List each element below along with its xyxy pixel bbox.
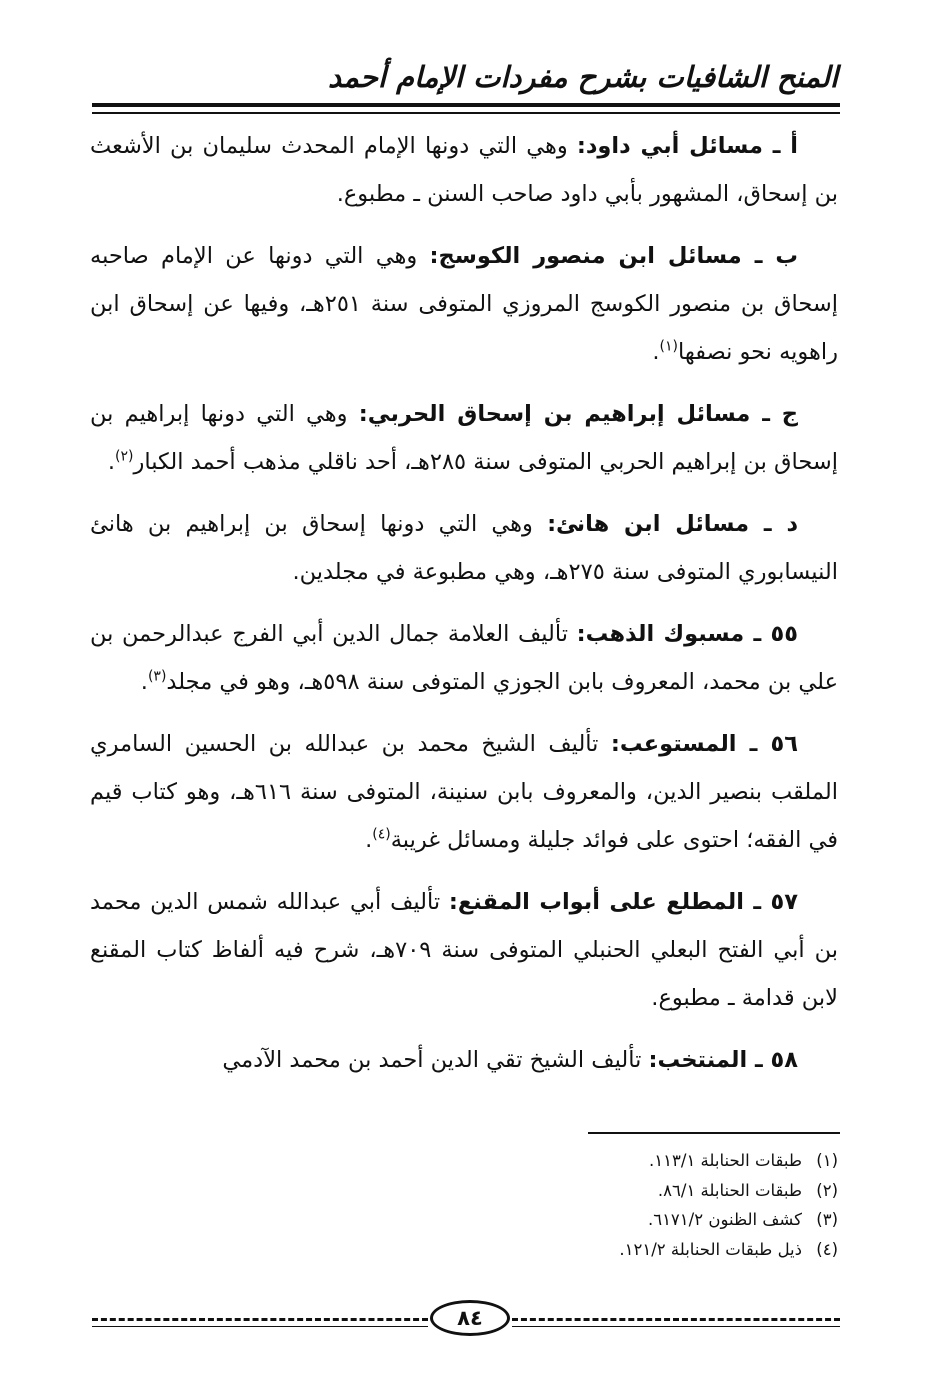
paragraph-entry-56: ٥٦ ـ المستوعب: تأليف الشيخ محمد بن عبدالله بن الحسين السامري الملقب بنصير الدين، والمعروف بابن سنينة، المتوفى سنة ٦١٦هـ، وهو كتاب قيم في الفقه؛ احتوى على فوائد جليلة ومسائل غريبة$^{(٤)}$. [90, 731, 838, 853]
paragraph-masail-al-harbi: ج ـ مسائل إبراهيم بن إسحاق الحربي: وهي التي دونها إبراهيم بن إسحاق بن إبراهيم الحربي المتوفى سنة ٢٨٥هـ، أحد ناقلي مذهب أحمد الكبار$^{(٢)}$. [90, 401, 838, 475]
paragraph-masail-ibn-mansur: ب ـ مسائل ابن منصور الكوسج: وهي التي دونها عن الإمام صاحبه إسحاق بن منصور الكوسج المروزي المتوفى سنة ٢٥١هـ، وفيها عن إسحاق ابن راهويه نحو نصفها$^{(١)}$. [90, 243, 838, 365]
paragraph-lead: ب ـ مسائل ابن منصور الكوسج: [429, 243, 799, 269]
footer-rule-right [512, 1326, 840, 1327]
paragraph-lead: ٥٧ ـ المطلع على أبواب المقنع: [448, 889, 798, 915]
paragraph-lead: ٥٦ ـ المستوعب: [610, 731, 798, 757]
footnote-ref: (٤) [372, 826, 391, 843]
paragraph-text: تأليف الشيخ محمد بن عبدالله بن الحسين السامري الملقب بنصير الدين، والمعروف بابن سنينة، المتوفى سنة ٦١٦هـ، وهو كتاب قيم في الفقه؛ احتوى على فوائد جليلة ومسائل غريبة [90, 731, 838, 853]
paragraph-entry-58 [90, 1036, 838, 1084]
footnote-ref: (٣) [147, 668, 167, 685]
paragraph-text: تأليف العلامة جمال الدين أبي الفرج عبدالرحمن بن علي بن محمد، المعروف بابن الجوزي المتوفى سنة ٥٩٨هـ، وهو في مجلد [90, 621, 838, 695]
footer-rule-left [92, 1326, 428, 1327]
footnote-text: طبقات الحنابلة ١١٣/١. [649, 1151, 802, 1170]
paragraph-text: تأليف أبي عبدالله شمس الدين محمد بن أبي الفتح البعلي الحنبلي المتوفى سنة ٧٠٩هـ، شرح فيه ألفاظ كتاب المقنع لابن قدامة ـ مطبوع. [90, 889, 838, 1011]
paragraph-entry-57 [90, 878, 838, 1022]
page-number: ٨٤ [430, 1300, 510, 1336]
footnote-number: (٤) [816, 1239, 838, 1259]
paragraph-lead: د ـ مسائل ابن هانئ: [547, 511, 798, 537]
paragraph-text: تأليف الشيخ تقي الدين أحمد بن محمد الآدمي [222, 1047, 649, 1073]
footnote-item [238, 1146, 838, 1176]
footnote-text: كشف الظنون ٦١٧١/٢. [647, 1210, 802, 1229]
paragraph-text: وهي التي دونها الإمام المحدث سليمان بن الأشعث بن إسحاق، المشهور بأبي داود صاحب السنن ـ مطبوع. [90, 133, 838, 207]
footer-dashed-rule-left [92, 1318, 428, 1321]
footnote-text: ذيل طبقات الحنابلة ١٢١/٢. [619, 1239, 802, 1259]
footnote-separator [588, 1132, 840, 1134]
footnote-item [238, 1235, 838, 1265]
paragraph-text: وهي التي دونها عن الإمام صاحبه إسحاق بن منصور الكوسج المروزي المتوفى سنة ٢٥١هـ، وفيها عن إسحاق ابن راهويه نحو نصفها [90, 243, 838, 365]
header-rule-thin [92, 112, 840, 114]
body-text [90, 122, 838, 1098]
paragraph-lead: ٥٨ ـ المنتخب: [648, 1047, 798, 1073]
paragraph-masail-ibn-hani [90, 500, 838, 596]
footnote-text: طبقات الحنابلة ٨٦/١. [657, 1180, 802, 1200]
footnote-number: (١) [816, 1151, 838, 1170]
footnote-number: (٣) [816, 1210, 838, 1229]
paragraph-lead: ج ـ مسائل إبراهيم بن إسحاق الحربي: [358, 401, 798, 427]
footnotes [238, 1146, 838, 1264]
paragraph-text: وهي التي دونها إبراهيم بن إسحاق بن إبراهيم الحربي المتوفى سنة ٢٨٥هـ، أحد ناقلي مذهب أحمد الكبار [90, 401, 838, 475]
footer-dashed-rule-right [512, 1318, 840, 1321]
footnote-item [238, 1176, 838, 1206]
footnote-ref: (٢) [115, 448, 134, 465]
header-rule-thick [92, 103, 840, 107]
paragraph-entry-55: ٥٥ ـ مسبوك الذهب: تأليف العلامة جمال الدين أبي الفرج عبدالرحمن بن علي بن محمد، المعروف بابن الجوزي المتوفى سنة ٥٩٨هـ، وهو في مجلد$^{(٣)}$. [90, 621, 838, 695]
running-header-title: المنح الشافيات بشرح مفردات الإمام أحمد [328, 60, 838, 94]
footnote-ref: (١) [659, 338, 678, 355]
footnote-item [238, 1205, 838, 1235]
page-footer [92, 1298, 840, 1338]
paragraph-lead: ٥٥ ـ مسبوك الذهب: [576, 621, 798, 647]
footnote-number: (٢) [816, 1180, 838, 1200]
paragraph-lead: أ ـ مسائل أبي داود: [576, 133, 799, 159]
paragraph-masail-abi-dawud [90, 122, 838, 218]
paragraph-text: وهي التي دونها إسحاق بن إبراهيم بن هانئ النيسابوري المتوفى سنة ٢٧٥هـ، وهي مطبوعة في مجلدين. [90, 511, 838, 585]
